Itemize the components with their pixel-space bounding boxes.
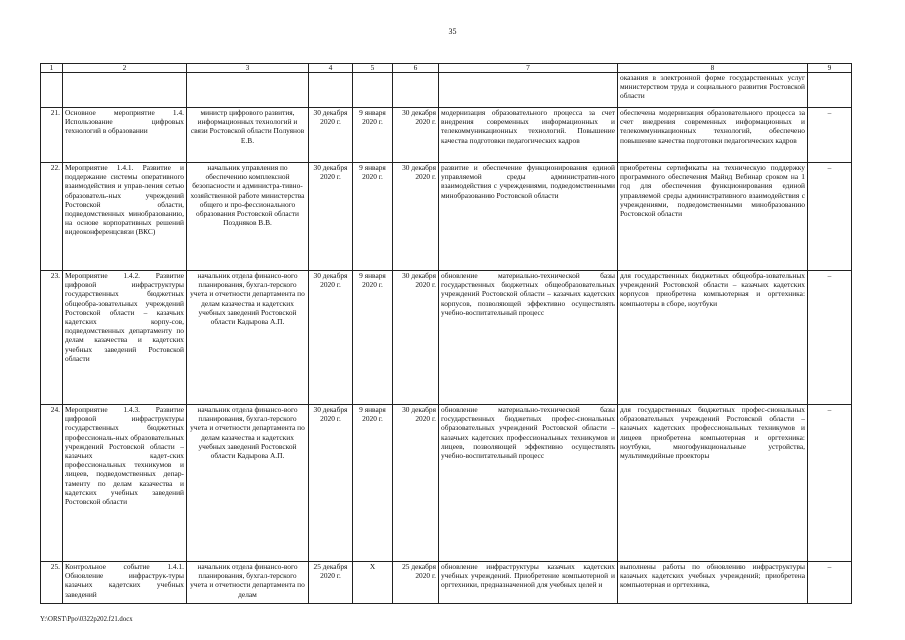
problems-cell: – <box>808 108 852 163</box>
row-number: 25. <box>41 562 63 604</box>
row-number: 23. <box>41 271 63 405</box>
col-header: 8 <box>618 64 808 73</box>
responsible: министр цифрового развития, информационных технологий и связи Ростовской области Полуянов Е.В. <box>187 108 309 163</box>
col-header: 6 <box>393 64 439 73</box>
responsible: начальник управления по обеспечению комплексной безопасности и администра-тивно-хозяйственной работе министерства общего и про-фессионального образования Ростовской области Поздняков В.В. <box>187 163 309 271</box>
end-date-plan: 30 декабря 2020 г. <box>309 108 353 163</box>
end-date-plan: 30 декабря 2020 г. <box>309 271 353 405</box>
continuation-row <box>41 73 852 108</box>
table-row <box>41 163 852 271</box>
col-header: 5 <box>353 64 393 73</box>
col-header: 2 <box>63 64 187 73</box>
col-header: 7 <box>439 64 618 73</box>
end-date-plan: 30 декабря 2020 г. <box>309 405 353 562</box>
expected-result: обновление инфраструктуры казачьих кадетских учебных учреждений. Приобретение компьютерной и оргтехники, предназначенной для учебных целей и <box>439 562 618 604</box>
end-date-fact: 30 декабря 2020 г. <box>393 271 439 405</box>
responsible: начальник отдела финансо-вого планирования, бухгал-терского учета и отчетности департамента по делам казачества и кадетских учебных заведений Ростовской области Кадырова А.П. <box>187 405 309 562</box>
expected-result: обновление материально-технической базы государственных бюджетных профес-сиональных образовательных учреждений Ростовской области – казачьих кадетских профессиональных техникумов и лицеев, позволяющей эффективно осуществлять учебно-воспитательный процесс <box>439 405 618 562</box>
actual-result: для государственных бюджетных профес-сиональных образовательных учреждений Ростовской области – казачьих кадетских профессиональных техникумов и лицеев приобретена компьютерная и оргтехника: ноутбуки, многофункциональные устройства, мультимедийные проекторы <box>618 405 808 562</box>
file-path-footer: Y:\ORST\Ppo\0322p202.f21.docx <box>40 616 133 623</box>
event-name: Основное мероприятие 1.4. Использование цифровых технологий в образовании <box>63 108 187 163</box>
start-date-fact: 9 января 2020 г. <box>353 271 393 405</box>
end-date-fact: 30 декабря 2020 г. <box>393 405 439 562</box>
start-date-fact: Х <box>353 562 393 604</box>
col-header: 4 <box>309 64 353 73</box>
actual-result: приобретены сертификаты на техническую поддержку программного обеспечения Майнд Вебинар сроком на 1 год для обеспечения функционирования единой управляемой среды административного взаимодействия с учреждениями, подведомственными минобразованию Ростовской области <box>618 163 808 271</box>
start-date-fact: 9 января 2020 г. <box>353 163 393 271</box>
responsible: начальник отдела финансо-вого планирования, бухгал-терского учета и отчетности департамента по делам <box>187 562 309 604</box>
expected-result: модернизация образовательного процесса за счет внедрения современных информационных и телекоммуникационных технологий. Повышение качества подготовки педагогических кадров <box>439 108 618 163</box>
end-date-fact: 25 декабря 2020 г. <box>393 562 439 604</box>
end-date-plan: 25 декабря 2020 г. <box>309 562 353 604</box>
expected-result: обновление материально-технической базы государственных бюджетных общеобразовательных учреждений Ростовской области – казачьих кадетских корпусов, позволяющей эффективно осуществлять учебно-воспитательный процесс <box>439 271 618 405</box>
col-header: 9 <box>808 64 852 73</box>
problems-cell: – <box>808 562 852 604</box>
event-name: Мероприятие 1.4.2. Развитие цифровой инфраструктуры государственных бюджетных общеобра-зовательных учреждений Ростовской области – казачьих кадетских корпу-сов, подведомственных департаменту по делам казачества и кадетских учебных заведений Ростовской области <box>63 271 187 405</box>
row-number: 21. <box>41 108 63 163</box>
event-name: Мероприятие 1.4.3. Развитие цифровой инфраструктуры государственных бюджетных профессиональ-ных образовательных учреждений Ростовской области – казачьих кадет-ских профессиональных техникумов и лицеев, подведомственных депар-таменту по делам казачества и кадетских учебных заведений Ростовской области <box>63 405 187 562</box>
column-number-row <box>41 64 852 73</box>
problems-cell: – <box>808 405 852 562</box>
expected-result: развитие и обеспечение функционирования единой управляемой среды административ-ного взаимодействия с учреждениями, подведомственными минобразованию Ростовской области <box>439 163 618 271</box>
problems-cell: – <box>808 163 852 271</box>
table-row <box>41 271 852 405</box>
end-date-plan: 30 декабря 2020 г. <box>309 163 353 271</box>
responsible: начальник отдела финансо-вого планирования, бухгал-терского учета и отчетности департамента по делам казачества и кадетских учебных заведений Ростовской области Кадырова А.П. <box>187 271 309 405</box>
actual-result: выполнены работы по обновлению инфраструктуры казачьих кадетских учебных учреждений; приобретена компьютерная и оргтехника, <box>618 562 808 604</box>
row-number: 22. <box>41 163 63 271</box>
actual-result: для государственных бюджетных общеобра-зовательных учреждений Ростовской области – казачьих кадетских корпусов приобретена компьютерная и оргтехника: компьютеры в сборе, ноутбуки <box>618 271 808 405</box>
problems-cell: – <box>808 271 852 405</box>
actual-result: обеспечена модернизация образовательного процесса за счет внедрения современных информационных и телекоммуникационных технологий, обеспечено повышение качества подготовки педагогических кадров <box>618 108 808 163</box>
table-row <box>41 562 852 604</box>
col-header: 1 <box>41 64 63 73</box>
start-date-fact: 9 января 2020 г. <box>353 108 393 163</box>
end-date-fact: 30 декабря 2020 г. <box>393 108 439 163</box>
table-row <box>41 405 852 562</box>
end-date-fact: 30 декабря 2020 г. <box>393 163 439 271</box>
start-date-fact: 9 января 2020 г. <box>353 405 393 562</box>
page-number: 35 <box>448 27 457 36</box>
report-table <box>40 63 852 604</box>
table-row <box>41 108 852 163</box>
continuation-cell: оказания в электронной форме государственных услуг министерством труда и социального развития Ростовской области <box>618 73 808 108</box>
col-header: 3 <box>187 64 309 73</box>
row-number: 24. <box>41 405 63 562</box>
event-name: Контрольное событие 1.4.1. Обновление инфраструк-туры казачьих кадетских учебных заведений <box>63 562 187 604</box>
event-name: Мероприятие 1.4.1. Развитие и поддержание системы оперативного взаимодействия и управ-ления сетью образователь-ных учреждений Ростовской области, подведомственных минобразованию, на основе корпоративных решений видеоконференцсвязи (ВКС) <box>63 163 187 271</box>
